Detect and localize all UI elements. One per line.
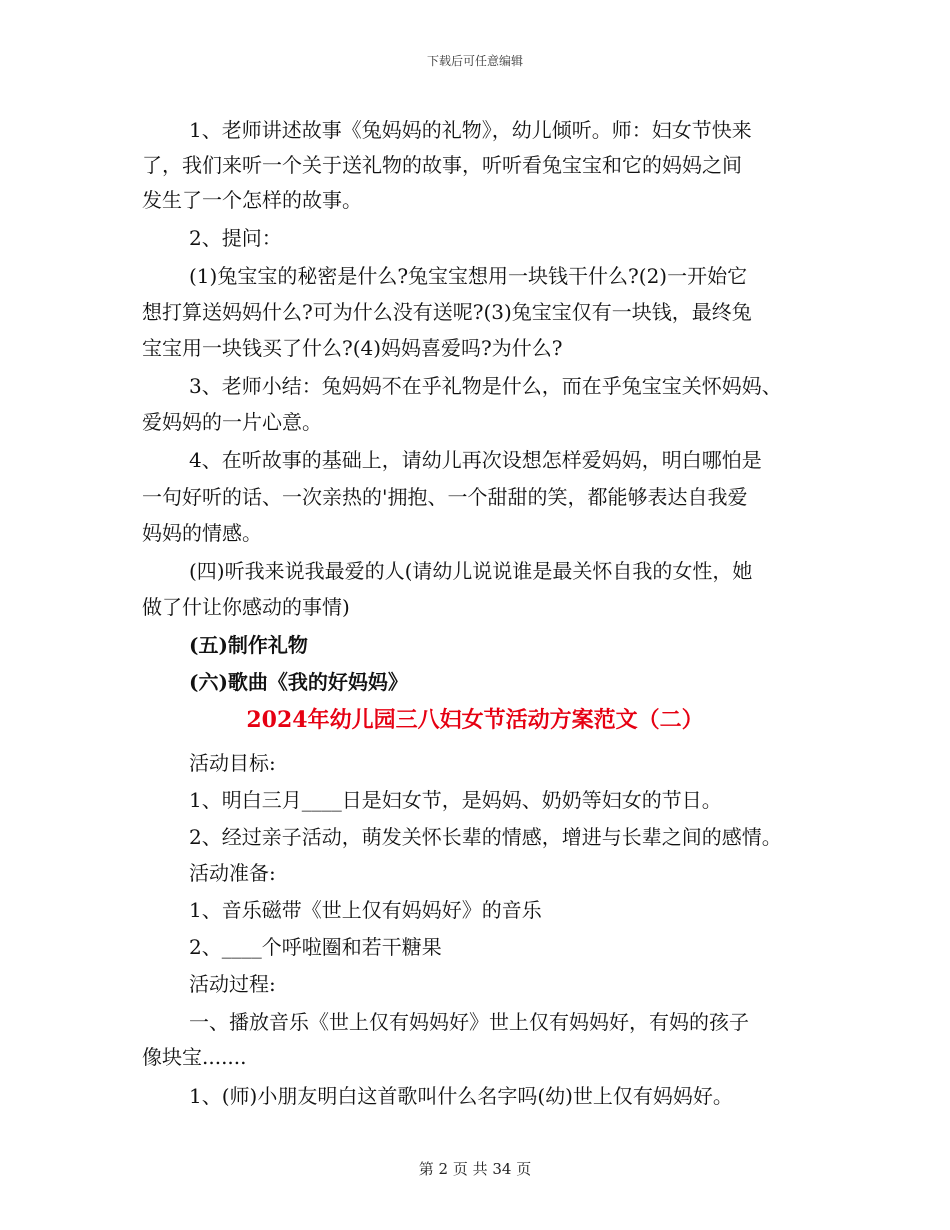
paragraph-line: 一、播放音乐《世上仅有妈妈好》世上仅有妈妈好，有妈的孩子 xyxy=(189,1010,749,1034)
paragraph-line: 1、(师)小朋友明白这首歌叫什么名字吗(幼)世上仅有妈妈好。 xyxy=(189,1084,733,1108)
paragraph-line: 1、明白三月____日是妇女节，是妈妈、奶奶等妇女的节日。 xyxy=(189,788,722,812)
page-footer: 第 2 页 共 34 页 xyxy=(418,1160,532,1178)
paragraph-line: 爱妈妈的一片心意。 xyxy=(142,410,322,434)
section-heading: (五)制作礼物 xyxy=(189,633,308,657)
paragraph-line: 做了什让你感动的事情) xyxy=(142,595,350,619)
paragraph-line: 2、提问： xyxy=(189,226,282,250)
section-title: 2024年幼儿园三八妇女节活动方案范文（二） xyxy=(246,707,704,733)
paragraph-line: 一句好听的话、一次亲热的'拥抱、一个甜甜的笑，都能够表达自我爱 xyxy=(142,485,748,509)
paragraph-line: 2、____个呼啦圈和若干糖果 xyxy=(189,935,442,959)
paragraph-line: 想打算送妈妈什么?可为什么没有送呢?(3)兔宝宝仅有一块钱，最终兔 xyxy=(142,300,752,324)
paragraph-line: 1、老师讲述故事《兔妈妈的礼物》，幼儿倾听。师：妇女节快来 xyxy=(189,118,752,142)
paragraph-line: 1、音乐磁带《世上仅有妈妈好》的音乐 xyxy=(189,898,542,922)
paragraph-line: 发生了一个怎样的故事。 xyxy=(142,188,362,212)
paragraph-line: 像块宝....... xyxy=(142,1045,247,1069)
paragraph-line: 4、在听故事的基础上，请幼儿再次设想怎样爱妈妈，明白哪怕是 xyxy=(189,448,762,472)
paragraph-line: 活动准备: xyxy=(189,861,276,885)
paragraph-line: 了，我们来听一个关于送礼物的故事，听听看兔宝宝和它的妈妈之间 xyxy=(142,153,742,177)
paragraph-line: 活动过程: xyxy=(189,972,276,996)
paragraph-line: 3、老师小结：兔妈妈不在乎礼物是什么，而在乎兔宝宝关怀妈妈、 xyxy=(189,374,782,398)
paragraph-line: 妈妈的情感。 xyxy=(142,521,262,545)
paragraph-line: 2、经过亲子活动，萌发关怀长辈的情感，增进与长辈之间的感情。 xyxy=(189,825,782,849)
page-header: 下载后可任意编辑 xyxy=(426,54,523,68)
section-heading: (六)歌曲《我的好妈妈》 xyxy=(189,670,408,694)
paragraph-line: (四)听我来说我最爱的人(请幼儿说说谁是最关怀自我的女性，她 xyxy=(189,559,753,583)
paragraph-line: (1)兔宝宝的秘密是什么?兔宝宝想用一块钱干什么?(2)一开始它 xyxy=(189,264,748,288)
paragraph-line: 宝宝用一块钱买了什么?(4)妈妈喜爱吗?为什么? xyxy=(142,336,563,360)
paragraph-line: 活动目标: xyxy=(189,751,276,775)
